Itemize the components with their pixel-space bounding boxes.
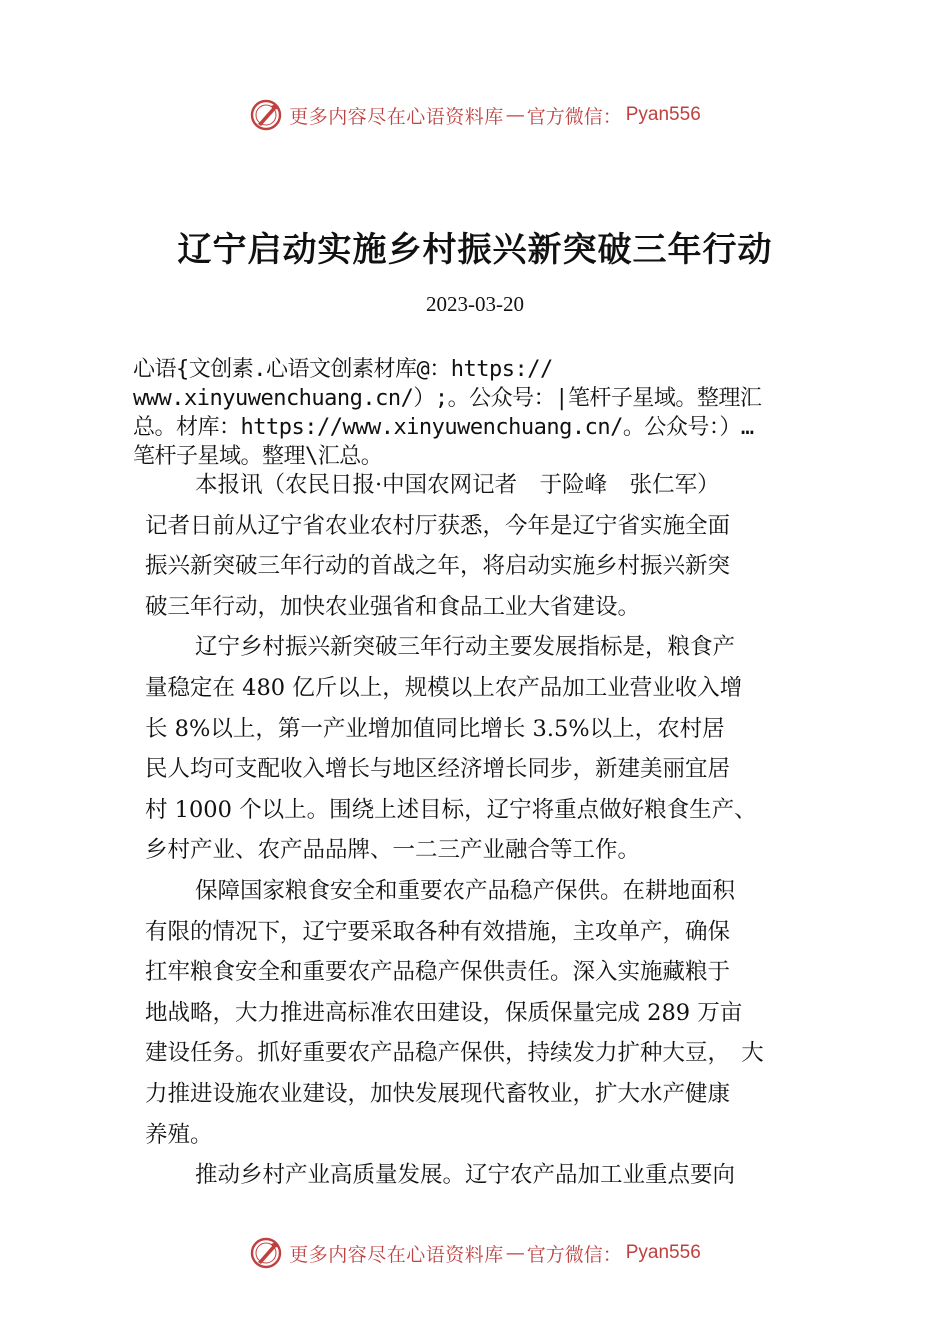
- text-line: 记者日前从辽宁省农业农村厅获悉，今年是辽宁省实施全面: [145, 512, 731, 539]
- banner-text: 更多内容尽在心语资料库: [289, 1243, 504, 1266]
- paragraph-4: [145, 1155, 825, 1196]
- text-line: 长 8%以上，第一产业增加值同比增长 3.5%以上，农村居: [145, 715, 725, 742]
- text-line: 养殖。: [145, 1121, 213, 1148]
- banner-wechat-id: Pyan556: [625, 1242, 701, 1263]
- header-banner: [0, 95, 950, 135]
- text-line: 力推进设施农业建设，加快发展现代畜牧业，扩大水产健康: [145, 1080, 731, 1107]
- text-line: 保障国家粮食安全和重要农产品稳产保供。在耕地面积: [195, 877, 736, 904]
- watermark-line: 心语{文创素.心语文创素材库@：https://: [133, 357, 553, 382]
- paragraph-2: [145, 627, 825, 871]
- text-line: 推动乡村产业高质量发展。辽宁农产品加工业重点要向: [195, 1162, 736, 1189]
- text-line: 辽宁乡村振兴新突破三年行动主要发展指标是，粮食产: [195, 634, 736, 661]
- article-body: [145, 465, 825, 1196]
- banner-dash: —: [505, 1242, 525, 1264]
- watermark-line: www.xinyuwenchuang.cn/）;。公众号：|笔杆子星域。整理汇: [133, 386, 762, 411]
- banner-dash: —: [505, 104, 525, 126]
- text-line: 有限的情况下，辽宁要采取各种有效措施，主攻单产，确保: [145, 918, 731, 945]
- text-line: 地战略，大力推进高标准农田建设，保质保量完成 289 万亩: [145, 999, 743, 1026]
- text-line: 破三年行动，加快农业强省和食品工业大省建设。: [145, 593, 641, 620]
- text-line: 扛牢粮食安全和重要农产品稳产保供责任。深入实施藏粮于: [145, 959, 731, 986]
- text-line: 村 1000 个以上。围绕上述目标，辽宁将重点做好粮食生产、: [145, 796, 757, 823]
- watermark-line: 总。材库：https://www.xinyuwenchuang.cn/。公众号：）…: [133, 415, 754, 440]
- paragraph-3: [145, 871, 825, 1155]
- watermark-text-block: [133, 355, 833, 471]
- watermark-line: 笔杆子星域。整理\汇总。: [133, 444, 383, 469]
- page-title: 辽宁启动实施乡村振兴新突破三年行动: [177, 230, 773, 270]
- text-line: 振兴新突破三年行动的首战之年，将启动实施乡村振兴新突: [145, 553, 731, 580]
- text-line: 本报讯（农民日报·中国农网记者 于险峰 张仁军）: [195, 472, 720, 498]
- paragraph-1: [145, 465, 825, 627]
- footer-banner: [0, 1233, 950, 1273]
- text-line: 民人均可支配收入增长与地区经济增长同步，新建美丽宜居: [145, 756, 731, 783]
- banner-wechat-id: Pyan556: [625, 104, 701, 125]
- text-line: 量稳定在 480 亿斤以上，规模以上农产品加工业营业收入增: [145, 674, 743, 701]
- text-line: 建设任务。抓好重要农产品稳产保供，持续发力扩种大豆， 大: [145, 1040, 764, 1067]
- text-line: 乡村产业、农产品品牌、一二三产业融合等工作。: [145, 837, 641, 864]
- quill-seal-logo-icon: [249, 1236, 283, 1270]
- banner-wechat-label: 官方微信：: [526, 1243, 622, 1266]
- quill-seal-logo-icon: [249, 98, 283, 132]
- banner-text: 更多内容尽在心语资料库: [289, 105, 504, 128]
- publish-date: 2023-03-20: [426, 292, 524, 316]
- banner-wechat-label: 官方微信：: [526, 105, 622, 128]
